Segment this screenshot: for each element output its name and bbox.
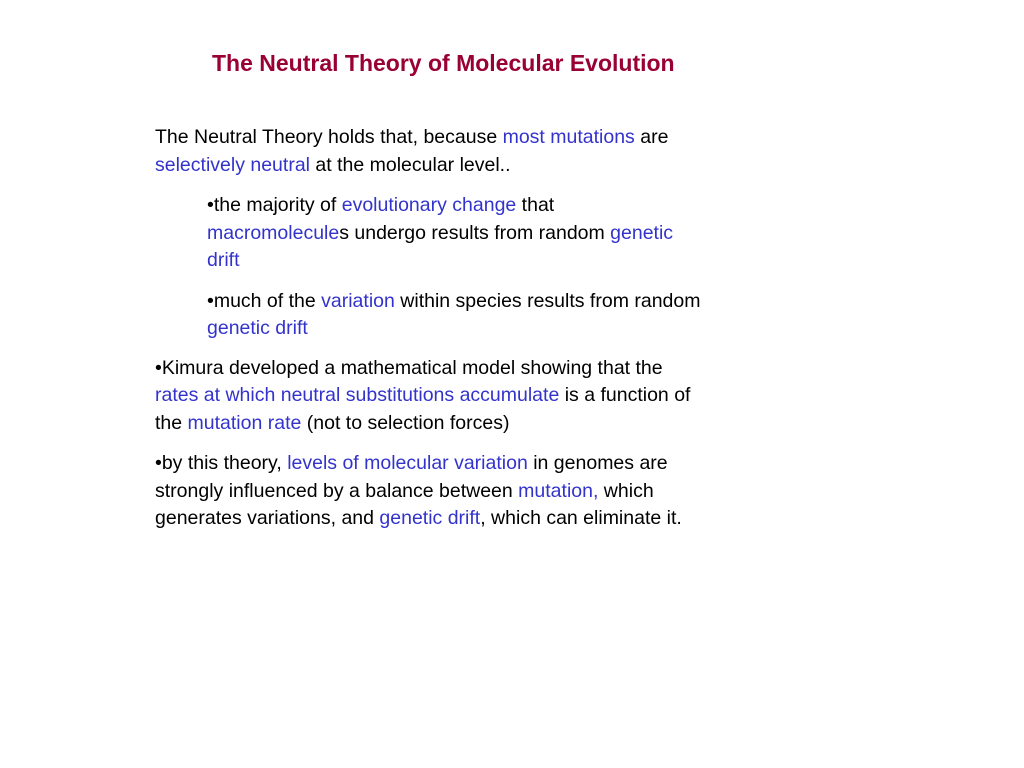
text-segment: which (598, 479, 654, 502)
text-segment: (not to selection forces) (301, 411, 510, 434)
highlighted-term: levels of molecular variation (287, 452, 528, 474)
highlighted-term: genetic drift (207, 317, 308, 339)
text-line (207, 220, 787, 248)
text-line (155, 450, 795, 478)
text-line (155, 478, 795, 506)
text-segment: •much of the (207, 289, 322, 312)
text-line (155, 152, 795, 180)
text-segment: is a function of (559, 384, 691, 406)
text-segment: s undergo results from random (339, 221, 611, 244)
bullet-kimura-model (155, 355, 795, 438)
text-line (155, 355, 795, 383)
text-segment: , which can eliminate it. (480, 507, 682, 529)
highlighted-term: rates at which neutral substitutions accumulate (155, 384, 560, 406)
highlighted-term: mutation, (518, 479, 599, 502)
text-segment: the (155, 411, 188, 434)
text-segment: in genomes are (527, 452, 668, 474)
slide-title: The Neutral Theory of Molecular Evolution (212, 50, 675, 76)
highlighted-term: drift (207, 249, 240, 271)
text-segment: •Kimura developed a mathematical model showing that the (155, 356, 663, 379)
text-segment: strongly influenced by a balance between (155, 479, 519, 502)
highlighted-term: genetic drift (379, 507, 481, 529)
highlighted-term: mutation rate (187, 411, 302, 434)
text-segment: are (634, 126, 669, 148)
bullet-variation (207, 288, 787, 343)
highlighted-term: selectively neutral (155, 153, 310, 176)
bullet-evolutionary-change (207, 192, 787, 275)
text-segment: at the molecular level.. (310, 153, 511, 176)
text-line (155, 124, 795, 152)
text-segment: within species results from random (394, 289, 701, 312)
text-line (155, 505, 795, 533)
text-line (155, 382, 795, 410)
highlighted-term: genetic (610, 221, 674, 244)
text-line (207, 288, 787, 316)
text-segment: that (516, 194, 555, 216)
text-line (207, 247, 787, 275)
highlighted-term: variation (321, 289, 395, 312)
bullet-molecular-variation (155, 450, 795, 533)
paragraph-intro (155, 124, 795, 179)
highlighted-term: evolutionary change (341, 194, 517, 216)
highlighted-term: most mutations (502, 126, 635, 148)
text-segment: generates variations, and (155, 507, 380, 529)
text-segment: •by this theory, (155, 452, 288, 474)
text-line (207, 192, 787, 220)
text-segment: •the majority of (207, 194, 342, 216)
text-line (207, 315, 787, 343)
text-segment: The Neutral Theory holds that, because (155, 126, 503, 148)
text-line (155, 410, 795, 438)
highlighted-term: macromolecule (207, 221, 340, 244)
slide-body (155, 124, 795, 546)
